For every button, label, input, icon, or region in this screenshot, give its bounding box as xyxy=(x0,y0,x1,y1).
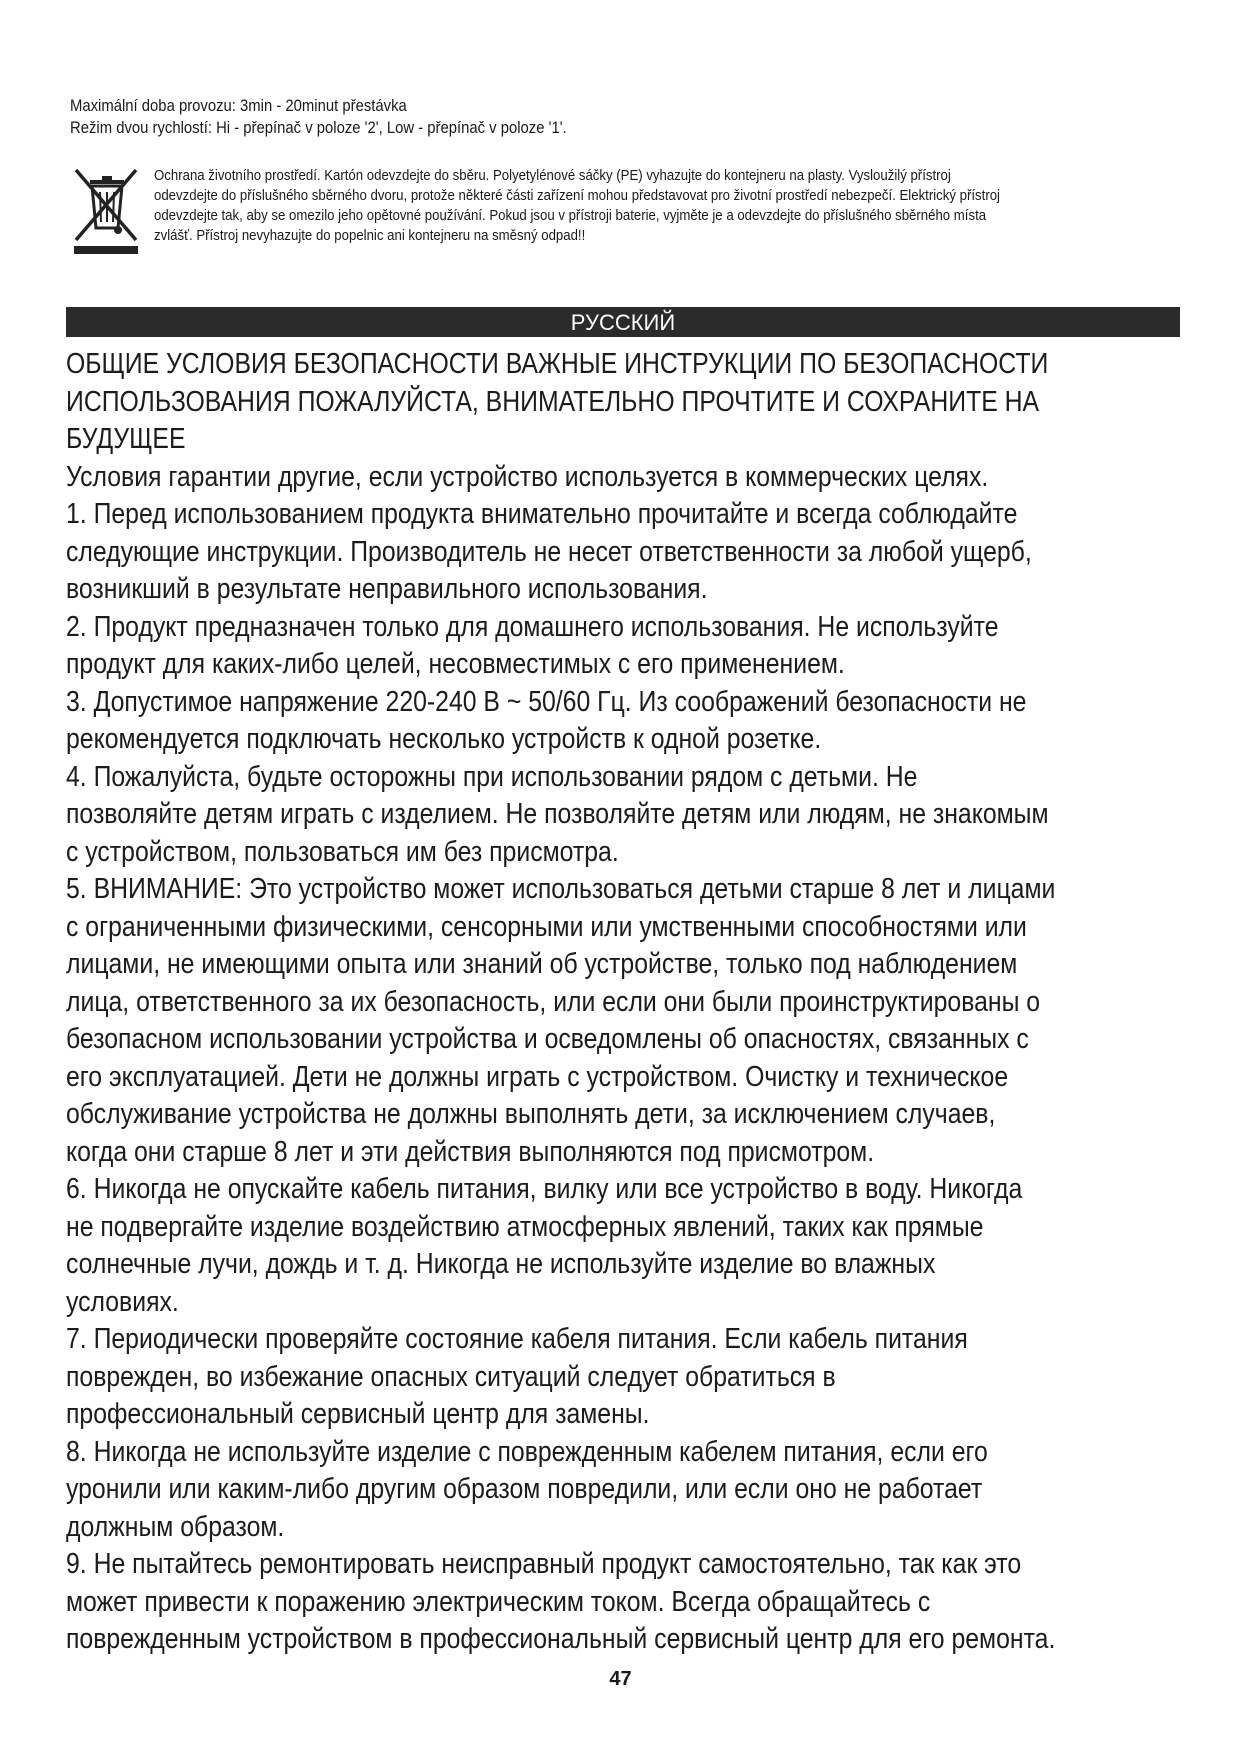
environment-protection-text xyxy=(154,166,1175,246)
text-line: лица, ответственного за их безопасность, или если они были проинструктированы о xyxy=(66,985,1041,1018)
text-line: рекомендуется подключать несколько устройств к одной розетке. xyxy=(66,723,822,755)
text-line: с ограниченными физическими, сенсорными или умственными способностями или xyxy=(66,910,1027,943)
text-line: может привести к поражению электрическим током. Всегда обращайтесь с xyxy=(66,1585,931,1618)
crossed-out-wheelie-bin-icon xyxy=(70,166,142,256)
russian-safety-instructions xyxy=(66,346,1178,1659)
text-line: поврежден, во избежание опасных ситуаций следует обратиться в xyxy=(66,1360,836,1393)
czech-operation-notes xyxy=(70,95,1078,139)
eco-text-line: odevzdejte tak, aby se omezilo jeho opětovné používání. Pokud jsou v přístroji baterie, vyjměte je a odevzdejte do příslušného sběrného místa xyxy=(154,207,987,224)
language-section-bar xyxy=(66,307,1180,337)
text-line: когда они старше 8 лет и эти действия выполняются под присмотром. xyxy=(66,1135,875,1168)
text-line: следующие инструкции. Производитель не несет ответственности за любой ущерб, xyxy=(66,535,1032,568)
text-line: лицами, не имеющими опыта или знаний об устройстве, только под наблюдением xyxy=(66,948,1018,980)
text-line: с устройством, пользоваться им без присмотра. xyxy=(66,835,619,868)
text-line: солнечные лучи, дождь и т. д. Никогда не используйте изделие во влажных xyxy=(66,1248,936,1280)
heading-line: ИСПОЛЬЗОВАНИЯ ПОЖАЛУЙСТА, ВНИМАТЕЛЬНО ПРОЧТИТЕ И СОХРАНИТЕ НА xyxy=(66,385,1040,418)
text-line: 3. Допустимое напряжение 220-240 В ~ 50/60 Гц. Из соображений безопасности не xyxy=(66,685,1027,718)
speed-mode-note: Režim dvou rychlostí: Hi - přepínač v poloze '2', Low - přepínač v poloze '1'. xyxy=(70,119,567,137)
text-line: продукт для каких-либо целей, несовместимых с его применением. xyxy=(66,648,845,680)
eco-text-line: Ochrana životního prostředí. Kartón odevzdejte do sběru. Polyetylénové sáčky (PE) vyhazujte do kontejneru na plasty. Vysloužilý přístroj xyxy=(154,167,951,184)
text-line: должным образом. xyxy=(66,1510,285,1543)
text-line: Условия гарантии другие, если устройство используется в коммерческих целях. xyxy=(66,460,989,493)
page-number: 47 xyxy=(609,1668,632,1690)
eco-text-line: odevzdejte do příslušného sběrného dvoru, protože některé části zařízení mohou představovat pro životní prostředí nebezpečí. Elektrický přístroj xyxy=(154,187,1000,204)
text-line: профессиональный сервисный центр для замены. xyxy=(66,1398,650,1430)
heading-line: БУДУЩЕЕ xyxy=(66,423,186,455)
eco-text-line: zvlášť. Přístroj nevyhazujte do popelnic ani kontejneru na směsný odpad!! xyxy=(154,227,586,244)
operation-time-note: Maximální doba provozu: 3min - 20minut přestávka xyxy=(70,97,407,115)
text-line: 8. Никогда не используйте изделие с поврежденным кабелем питания, если его xyxy=(66,1435,988,1468)
text-line: 6. Никогда не опускайте кабель питания, вилку или все устройство в воду. Никогда xyxy=(66,1173,1023,1205)
text-line: его эксплуатацией. Дети не должны играть с устройством. Очистку и техническое xyxy=(66,1060,1009,1093)
text-line: поврежденным устройством в профессиональный сервисный центр для его ремонта. xyxy=(66,1623,1056,1655)
text-line: обслуживание устройства не должны выполнять дети, за исключением случаев, xyxy=(66,1098,996,1130)
text-line: не подвергайте изделие воздействию атмосферных явлений, таких как прямые xyxy=(66,1210,984,1243)
environment-protection-block xyxy=(70,166,1180,256)
text-line: 7. Периодически проверяйте состояние кабеля питания. Если кабель питания xyxy=(66,1323,968,1355)
text-line: 9. Не пытайтесь ремонтировать неисправный продукт самостоятельно, так как это xyxy=(66,1548,1022,1580)
text-line: 1. Перед использованием продукта внимательно прочитайте и всегда соблюдайте xyxy=(66,498,1018,530)
text-line: позволяйте детям играть с изделием. Не позволяйте детям или людям, не знакомым xyxy=(66,798,1049,830)
text-line: уронили или каким-либо другим образом повредили, или если оно не работает xyxy=(66,1473,983,1505)
text-line: условиях. xyxy=(66,1285,179,1318)
heading-line: ОБЩИЕ УСЛОВИЯ БЕЗОПАСНОСТИ ВАЖНЫЕ ИНСТРУКЦИИ ПО БЕЗОПАСНОСТИ xyxy=(66,348,1049,380)
language-section-title: РУССКИЙ xyxy=(570,310,676,335)
text-line: 2. Продукт предназначен только для домашнего использования. Не используйте xyxy=(66,610,999,643)
text-line: 4. Пожалуйста, будьте осторожны при использовании рядом с детьми. Не xyxy=(66,760,918,793)
text-line: безопасном использовании устройства и осведомлены об опасностях, связанных с xyxy=(66,1023,1029,1055)
text-line: 5. ВНИМАНИЕ: Это устройство может использоваться детьми старше 8 лет и лицами xyxy=(66,873,1056,905)
text-line: возникший в результате неправильного использования. xyxy=(66,573,708,605)
